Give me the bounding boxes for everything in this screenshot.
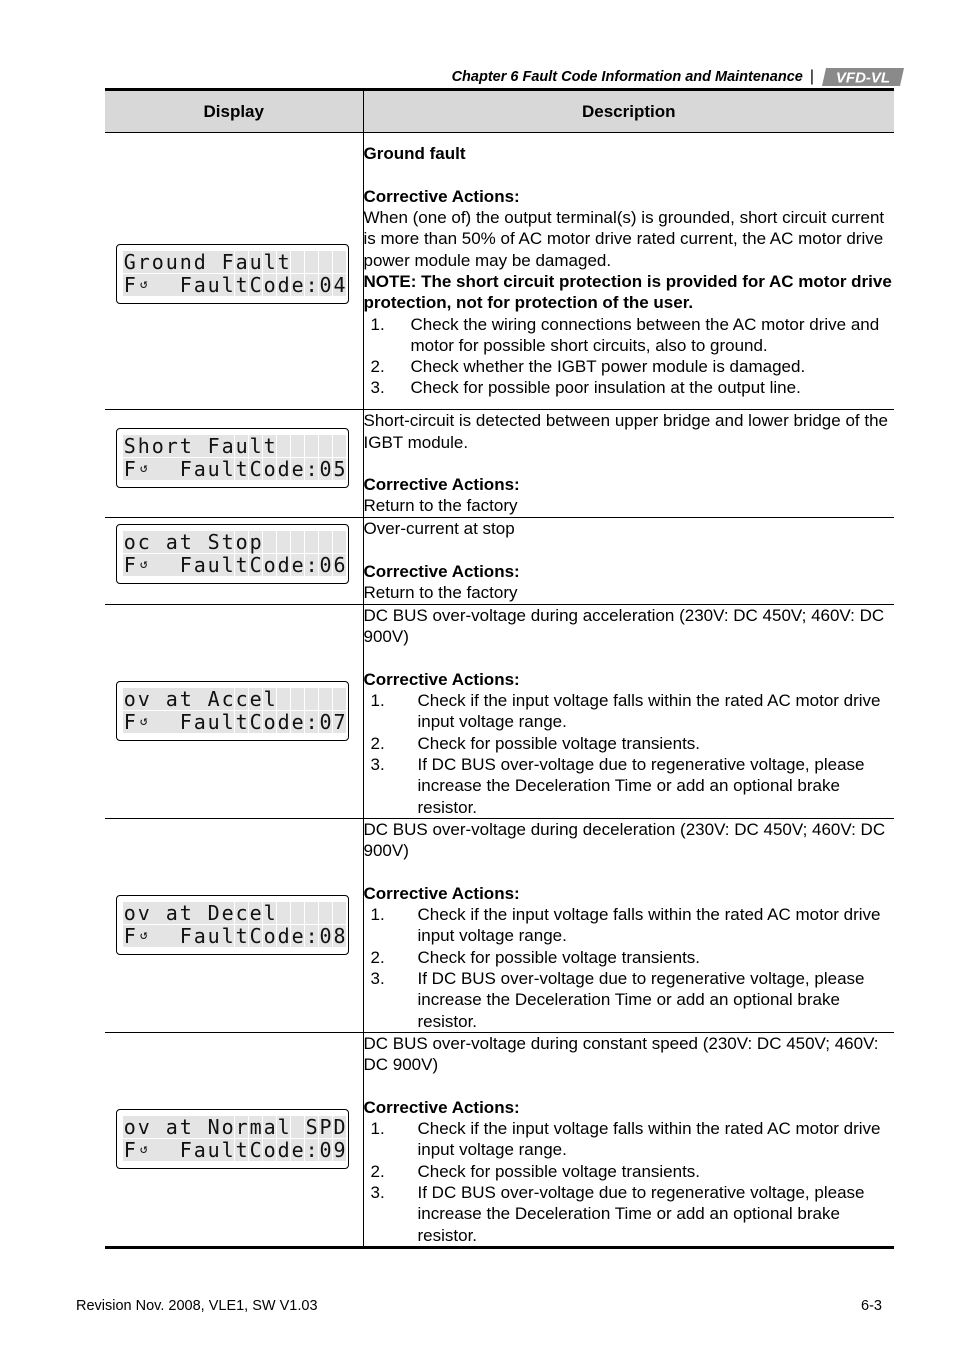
lcd-char (165, 1139, 179, 1161)
lcd-char (305, 251, 319, 273)
lcd-char: F (221, 250, 234, 274)
lcd-char: t (235, 710, 248, 735)
steps-list (364, 1118, 895, 1246)
lcd-char: d (277, 710, 290, 735)
lcd-line-2 (123, 1139, 347, 1161)
list-item: 2. Check for possible voltage transients. (370, 1161, 701, 1181)
lcd-char: l (277, 1115, 290, 1140)
lcd-char: a (193, 1138, 206, 1163)
lcd-char (151, 458, 165, 480)
lcd-display (116, 681, 349, 741)
lcd-char: e (249, 687, 262, 712)
lcd-char (151, 902, 165, 924)
lcd-char: l (221, 1138, 234, 1163)
lcd-char (305, 688, 319, 710)
lcd-line-2 (123, 711, 347, 733)
lcd-char: a (165, 901, 178, 926)
lcd-char: t (235, 273, 248, 297)
corrective-actions-label: Corrective Actions: (363, 186, 520, 206)
fault-body: Return to the factory (363, 496, 518, 516)
lcd-char (151, 925, 165, 947)
description-column-header: Description (363, 90, 894, 133)
lcd-char: C (249, 710, 262, 735)
lcd-char: C (249, 1138, 262, 1163)
lcd-char: D (207, 901, 220, 926)
table-row (105, 818, 894, 1032)
list-item: 1. Check if the input voltage falls within the rated AC motor drive input voltage range. (370, 905, 881, 946)
lcd-char: l (263, 250, 276, 274)
refresh-icon: ↺ (137, 925, 151, 947)
lcd-char: S (305, 1115, 318, 1140)
lcd-char (305, 531, 319, 553)
lcd-char: c (137, 530, 150, 554)
lcd-char (291, 902, 305, 924)
lcd-char: o (123, 530, 136, 554)
lcd-char: a (193, 924, 206, 949)
lcd-char: a (193, 553, 206, 577)
lcd-char: a (193, 273, 206, 297)
fault-title: Short-circuit is detected between upper bridge and lower bridge of the IGBT module. (363, 411, 888, 452)
lcd-char: : (305, 457, 318, 481)
lcd-char: r (165, 434, 178, 458)
lcd-char: C (249, 553, 262, 577)
fault-title: DC BUS over-voltage during deceleration (230V: DC 450V; 460V: DC 900V) (363, 819, 886, 861)
lcd-char: u (207, 553, 220, 577)
lcd-char: 4 (333, 273, 346, 297)
lcd-char (151, 1116, 165, 1138)
lcd-line-1 (123, 902, 347, 924)
lcd-char: l (221, 457, 234, 481)
lcd-char: l (221, 273, 234, 297)
lcd-char (151, 531, 165, 553)
lcd-char: : (305, 553, 318, 577)
lcd-char: F (179, 924, 192, 949)
corrective-actions-label: Corrective Actions: (363, 669, 520, 689)
refresh-icon: ↺ (137, 458, 151, 480)
description-cell (363, 410, 894, 518)
lcd-char: v (137, 1115, 150, 1140)
lcd-char: o (263, 457, 276, 481)
lcd-char: P (319, 1115, 332, 1140)
lcd-char: 9 (333, 1138, 346, 1163)
lcd-char (277, 435, 291, 457)
lcd-char: d (277, 273, 290, 297)
lcd-char: o (235, 530, 248, 554)
lcd-char (291, 251, 305, 273)
display-cell (105, 1032, 363, 1247)
lcd-char: 0 (319, 1138, 332, 1163)
lcd-line-1 (123, 435, 347, 457)
lcd-char (319, 435, 333, 457)
lcd-char: t (221, 530, 234, 554)
lcd-char: r (137, 250, 150, 274)
lcd-char: o (123, 1115, 136, 1140)
lcd-char: 5 (333, 457, 346, 481)
lcd-char: n (179, 250, 192, 274)
lcd-char: : (305, 273, 318, 297)
display-cell (105, 518, 363, 605)
lcd-char: o (263, 273, 276, 297)
list-item: 1. Check if the input voltage falls within the rated AC motor drive input voltage range. (370, 691, 881, 732)
lcd-char (151, 688, 165, 710)
lcd-char: t (179, 1115, 192, 1140)
table-row (105, 410, 894, 518)
lcd-char: h (137, 434, 150, 458)
lcd-char: F (123, 553, 136, 577)
lcd-char: e (291, 457, 304, 481)
refresh-icon: ↺ (137, 274, 151, 296)
fault-title: DC BUS over-voltage during acceleration (230V: DC 450V; 460V: DC 900V) (363, 606, 885, 647)
description-cell (363, 605, 894, 819)
lcd-char: l (249, 434, 262, 458)
lcd-line-2 (123, 274, 347, 296)
list-item: 1. Check if the input voltage falls within the rated AC motor drive input voltage range. (370, 1119, 881, 1160)
lcd-char (165, 554, 179, 576)
table-row (105, 133, 894, 410)
lcd-char (207, 251, 221, 273)
table-row (105, 605, 894, 819)
list-item: 3. If DC BUS over-voltage due to regenerative voltage, please increase the Deceleration Time or add an optional brake resistor. (370, 755, 865, 817)
lcd-char: t (179, 687, 192, 712)
lcd-char (305, 902, 319, 924)
fault-body: When (one of) the output terminal(s) is grounded, short circuit current is more than 50% of AC motor drive rated current, the AC motor drive power module may be damaged. (363, 208, 885, 270)
lcd-char (165, 274, 179, 296)
corrective-actions-label: Corrective Actions: (363, 1097, 520, 1117)
lcd-char (263, 531, 277, 553)
lcd-char: a (235, 250, 248, 274)
lcd-char: e (291, 553, 304, 577)
lcd-char: F (207, 434, 220, 458)
lcd-char: F (179, 553, 192, 577)
lcd-char: C (249, 273, 262, 297)
lcd-char (291, 1116, 305, 1138)
lcd-char: e (291, 710, 304, 735)
lcd-char: l (263, 687, 276, 712)
lcd-char: 7 (333, 710, 346, 735)
table-header-row (105, 90, 894, 133)
lcd-char: o (263, 710, 276, 735)
lcd-char: l (263, 901, 276, 926)
lcd-char (319, 251, 333, 273)
lcd-char: S (207, 530, 220, 554)
lcd-char: a (263, 1115, 276, 1140)
lcd-char: t (179, 901, 192, 926)
lcd-char: 0 (319, 457, 332, 481)
lcd-char: u (207, 457, 220, 481)
lcd-char (165, 458, 179, 480)
corrective-actions-label: Corrective Actions: (363, 562, 520, 581)
lcd-char: c (221, 687, 234, 712)
lcd-char (305, 435, 319, 457)
lcd-char: d (277, 1138, 290, 1163)
lcd-char: S (123, 434, 136, 458)
lcd-char: F (123, 710, 136, 735)
lcd-char: t (179, 434, 192, 458)
lcd-char: e (291, 273, 304, 297)
description-cell (363, 1032, 894, 1247)
lcd-display (116, 895, 349, 955)
lcd-char (333, 251, 347, 273)
fault-title: Over-current at stop (363, 519, 515, 539)
refresh-icon: ↺ (137, 1139, 151, 1161)
lcd-char: F (179, 273, 192, 297)
lcd-line-1 (123, 251, 347, 273)
lcd-char (319, 902, 333, 924)
lcd-display (116, 428, 349, 488)
lcd-char (277, 688, 291, 710)
display-cell (105, 410, 363, 518)
lcd-char (277, 902, 291, 924)
lcd-char: F (123, 273, 136, 297)
lcd-char: : (305, 710, 318, 735)
display-cell (105, 818, 363, 1032)
description-cell (363, 133, 894, 410)
steps-list (364, 904, 895, 1032)
lcd-char (151, 711, 165, 733)
lcd-char: : (305, 1138, 318, 1163)
lcd-char: a (193, 710, 206, 735)
list-item: 1. Check the wiring connections between the AC motor drive and motor for possible short circuits, also to ground. (370, 314, 880, 355)
lcd-char: e (221, 901, 234, 926)
lcd-char: F (123, 1138, 136, 1163)
lcd-char: d (277, 924, 290, 949)
lcd-display (116, 524, 349, 584)
lcd-char: m (249, 1115, 262, 1140)
description-cell (363, 518, 894, 605)
header-separator: | (809, 68, 814, 85)
lcd-char: G (123, 250, 136, 274)
lcd-char: u (235, 434, 248, 458)
lcd-char (333, 531, 347, 553)
page-header (452, 66, 904, 88)
lcd-char (193, 688, 207, 710)
lcd-char: a (165, 1115, 178, 1140)
lcd-char (333, 688, 347, 710)
lcd-char: F (179, 710, 192, 735)
lcd-char (319, 531, 333, 553)
lcd-char: C (249, 457, 262, 481)
table-row (105, 1032, 894, 1247)
lcd-char (319, 688, 333, 710)
list-item: 2. Check for possible voltage transients. (370, 733, 701, 753)
display-column-header: Display (105, 90, 363, 133)
chapter-title: Chapter 6 Fault Code Information and Maintenance (451, 69, 803, 85)
lcd-char: d (277, 553, 290, 577)
lcd-char: a (165, 530, 178, 554)
lcd-char: 0 (319, 924, 332, 949)
lcd-display (116, 244, 349, 304)
lcd-char: t (263, 434, 276, 458)
lcd-display (116, 1109, 349, 1169)
lcd-line-2 (123, 925, 347, 947)
lcd-char: o (221, 1115, 234, 1140)
list-item: 3. If DC BUS over-voltage due to regenerative voltage, please increase the Deceleration Time or add an optional brake resistor. (370, 1183, 865, 1245)
lcd-line-1 (123, 1116, 347, 1138)
fault-body: Return to the factory (363, 583, 518, 603)
lcd-char: t (235, 457, 248, 481)
lcd-char: : (305, 924, 318, 949)
lcd-char (333, 435, 347, 457)
lcd-char: l (221, 710, 234, 735)
lcd-char: u (165, 250, 178, 274)
lcd-char: t (235, 924, 248, 949)
lcd-char: d (193, 250, 206, 274)
lcd-char: u (207, 924, 220, 949)
lcd-char (277, 531, 291, 553)
refresh-icon: ↺ (137, 711, 151, 733)
lcd-char: t (277, 250, 290, 274)
lcd-char: o (151, 250, 164, 274)
lcd-char: r (235, 1115, 248, 1140)
fault-title: Ground fault (363, 144, 466, 164)
lcd-char: 0 (319, 553, 332, 577)
corrective-actions-label: Corrective Actions: (363, 883, 520, 903)
steps-list (364, 690, 895, 818)
lcd-char: A (207, 687, 220, 712)
lcd-char (291, 688, 305, 710)
fault-note: NOTE: The short circuit protection is provided for AC motor drive protection, not for protection of the user. (363, 272, 892, 313)
lcd-char: t (179, 530, 192, 554)
steps-list (364, 314, 895, 399)
lcd-char (151, 554, 165, 576)
lcd-char: o (123, 901, 136, 926)
description-cell (363, 818, 894, 1032)
lcd-char: N (207, 1115, 220, 1140)
lcd-char: o (263, 924, 276, 949)
list-item: 2. Check for possible voltage transients. (370, 947, 701, 967)
lcd-char (193, 1116, 207, 1138)
lcd-char: t (235, 1138, 248, 1163)
corrective-actions-label: Corrective Actions: (363, 475, 520, 495)
list-item: 3. Check for possible poor insulation at the output line. (370, 378, 801, 398)
lcd-line-1 (123, 531, 347, 553)
lcd-char: 0 (319, 710, 332, 735)
lcd-char: o (151, 434, 164, 458)
lcd-line-2 (123, 554, 347, 576)
lcd-char (193, 902, 207, 924)
lcd-char: u (207, 710, 220, 735)
lcd-char: u (249, 250, 262, 274)
lcd-char (165, 925, 179, 947)
lcd-char: C (249, 924, 262, 949)
lcd-char (165, 711, 179, 733)
vfd-vl-logo (822, 68, 904, 86)
lcd-char: l (221, 553, 234, 577)
lcd-char: v (137, 901, 150, 926)
display-cell (105, 133, 363, 410)
display-cell (105, 605, 363, 819)
lcd-char: D (333, 1115, 346, 1140)
lcd-char: l (221, 924, 234, 949)
lcd-char: e (249, 901, 262, 926)
lcd-char (291, 435, 305, 457)
lcd-char: 8 (333, 924, 346, 949)
lcd-char: v (137, 687, 150, 712)
lcd-char: o (123, 687, 136, 712)
footer-page-number: 6-3 (861, 1298, 882, 1314)
lcd-char: u (207, 1138, 220, 1163)
footer-revision: Revision Nov. 2008, VLE1, SW V1.03 (76, 1298, 318, 1314)
lcd-char: a (221, 434, 234, 458)
lcd-char: o (263, 1138, 276, 1163)
lcd-char: o (263, 553, 276, 577)
lcd-char: c (235, 687, 248, 712)
lcd-char: 6 (333, 553, 346, 577)
fault-title: DC BUS over-voltage during constant speed (230V: DC 450V; 460V: DC 900V) (363, 1033, 879, 1075)
lcd-char: F (179, 1138, 192, 1163)
lcd-char (151, 1139, 165, 1161)
lcd-char: F (179, 457, 192, 481)
lcd-char: e (291, 1138, 304, 1163)
lcd-char (193, 531, 207, 553)
lcd-char (333, 902, 347, 924)
lcd-char: c (235, 901, 248, 926)
lcd-char (151, 274, 165, 296)
refresh-icon: ↺ (137, 554, 151, 576)
lcd-char (291, 531, 305, 553)
list-item: 2. Check whether the IGBT power module is damaged. (370, 357, 806, 377)
lcd-line-1 (123, 688, 347, 710)
lcd-char: 0 (319, 273, 332, 297)
lcd-char: d (277, 457, 290, 481)
lcd-char: p (249, 530, 262, 554)
list-item: 3. If DC BUS over-voltage due to regenerative voltage, please increase the Deceleration Time or add an optional brake resistor. (370, 969, 865, 1031)
lcd-char: a (165, 687, 178, 712)
fault-code-table (105, 88, 894, 1249)
lcd-char: e (291, 924, 304, 949)
lcd-char: t (235, 553, 248, 577)
lcd-line-2 (123, 458, 347, 480)
lcd-char: F (123, 924, 136, 949)
lcd-char (193, 435, 207, 457)
table-row (105, 518, 894, 605)
lcd-char: a (193, 457, 206, 481)
logo-text: VFD-VL (835, 69, 891, 86)
lcd-char: u (207, 273, 220, 297)
lcd-char: F (123, 457, 136, 481)
